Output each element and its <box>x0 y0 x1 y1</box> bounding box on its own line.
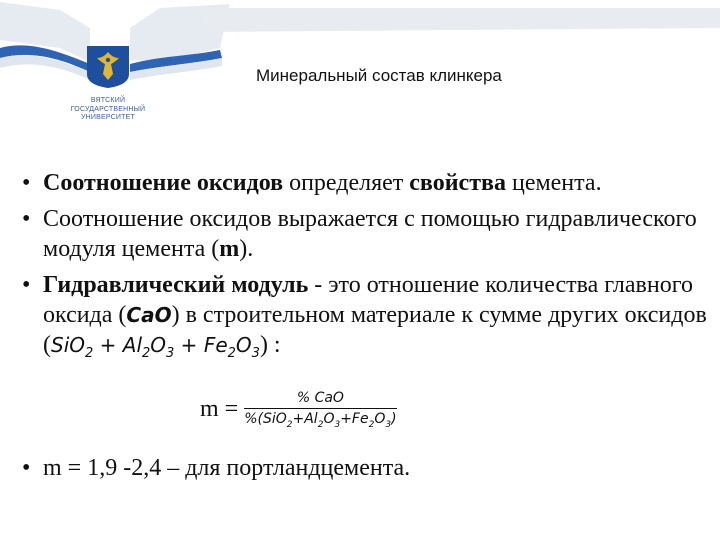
bullet-hydraulic-modulus-definition <box>22 270 712 369</box>
text: ) в строительном материале к сумме других оксидов ( <box>43 302 707 358</box>
bullet-hydraulic-modulus-intro <box>22 204 712 264</box>
text: Соотношение оксидов выражается с помощью гидравлического модуля цемента ( <box>43 206 697 262</box>
formula-denominator: $\%(SiO_2+Al_2O_3+Fe_2O_3)$ <box>244 411 397 430</box>
university-line: УНИВЕРСИТЕТ <box>81 114 135 121</box>
hydraulic-modulus-formula <box>200 390 397 430</box>
text: цемента. <box>505 170 602 196</box>
text: ) : <box>259 332 281 358</box>
university-logo-icon <box>83 44 133 88</box>
bullet-portland-cement-range: • m = 1,9 -2,4 – для портландцемента. <box>22 455 410 482</box>
text: определяет <box>283 170 410 196</box>
slide-content <box>22 168 712 375</box>
bold-term: m <box>219 236 240 262</box>
text: - это отношение количества главного оксида ( <box>43 272 693 328</box>
university-name <box>52 97 164 123</box>
university-line: ВЯТСКИЙ <box>90 97 126 104</box>
cao-formula: CaO <box>126 303 172 327</box>
formula-numerator: % CaO <box>296 390 344 406</box>
oxides-expression: $SiO_2 + Al_2O_3 + Fe_2O_3$ <box>51 333 260 361</box>
formula-lhs: m = <box>200 396 239 423</box>
bold-term: Гидравлический модуль <box>43 272 309 298</box>
bold-term: Соотношение оксидов <box>43 170 284 196</box>
formula-fraction <box>244 390 396 430</box>
slide-title: Минеральный состав клинкера <box>256 66 502 85</box>
text: ). <box>239 236 254 262</box>
bullet-oxide-ratio <box>22 168 712 198</box>
bold-term: свойства <box>409 170 506 196</box>
university-line: ГОСУДАРСТВЕННЫЙ <box>70 105 146 113</box>
